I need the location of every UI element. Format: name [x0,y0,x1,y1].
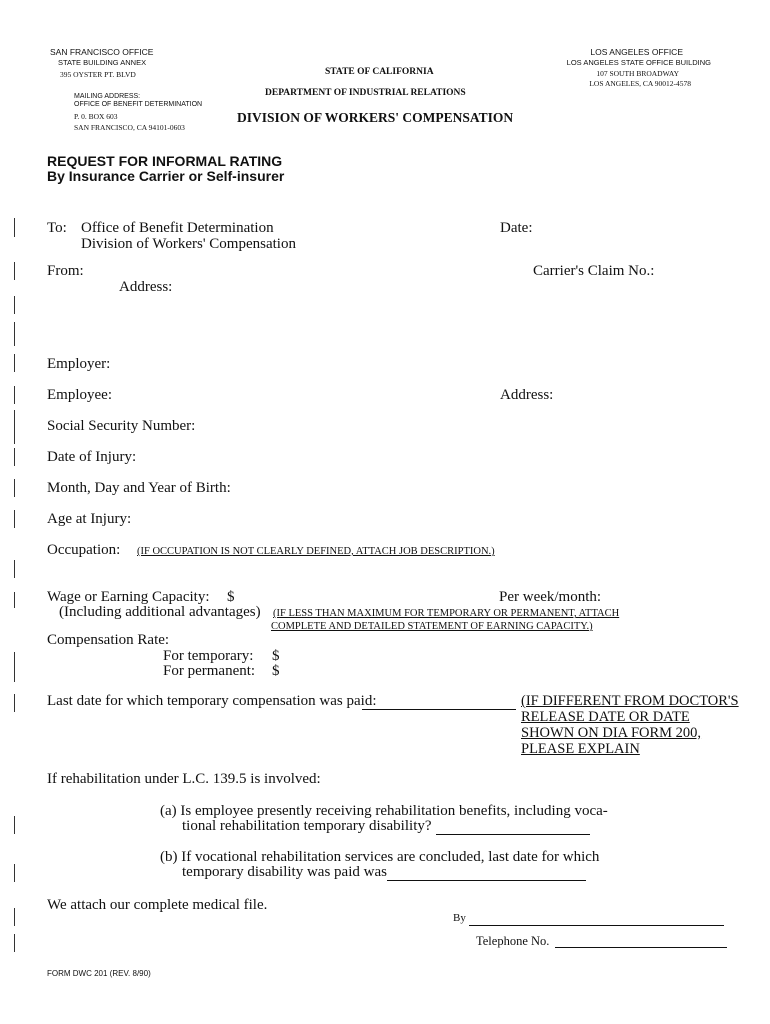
margin-bar [14,816,15,834]
form-title: REQUEST FOR INFORMAL RATING [47,153,283,169]
margin-bar [14,410,15,444]
margin-bar [14,864,15,882]
margin-bar [14,262,15,280]
permanent-dollar-sign: $ [272,663,280,679]
margin-bar [14,218,15,237]
margin-bar [14,510,15,528]
to-line-2: Division of Workers' Compensation [81,236,296,252]
margin-bar [14,934,15,952]
margin-bar [14,386,15,404]
margin-bar [14,652,15,682]
sf-mailing-office: OFFICE OF BENEFIT DETERMINATION [74,101,203,108]
compensation-rate-label: Compensation Rate: [47,632,170,648]
occupation-note: (IF OCCUPATION IS NOT CLEARLY DEFINED, ATTACH JOB DESCRIPTION.) [137,546,495,557]
rehab-a-input-line[interactable] [436,834,590,835]
birth-date-label: Month, Day and Year of Birth: [47,480,231,496]
division-name: DIVISION OF WORKERS' COMPENSATION [237,110,514,125]
from-label: From: [47,263,84,279]
rehab-question-b-line-1: (b) If vocational rehabilitation services are concluded, last date for which [160,849,600,865]
signature-input-line[interactable] [469,925,724,926]
occupation-label: Occupation: [47,542,121,558]
to-label: To: [47,220,67,236]
employee-address-label: Address: [500,387,554,403]
different-date-note-4: PLEASE EXPLAIN [521,741,640,757]
different-date-note-2: RELEASE DATE OR DATE [521,709,690,725]
last-date-label: Last date for which temporary compensation was paid: [47,693,377,709]
different-date-note-1: (IF DIFFERENT FROM DOCTOR'S [521,693,739,709]
rehab-question-b-line-2: temporary disability was paid was [182,864,387,880]
wage-label: Wage or Earning Capacity: [47,589,210,605]
sf-office-title: SAN FRANCISCO OFFICE [50,47,154,57]
form-number: FORM DWC 201 (REV. 8/90) [47,969,151,978]
sf-mailing-label: MAILING ADDRESS: [74,93,141,100]
rehabilitation-label: If rehabilitation under L.C. 139.5 is involved: [47,771,321,787]
employer-label: Employer: [47,356,111,372]
margin-bar [14,908,15,926]
rehab-b-input-line[interactable] [387,880,586,881]
sf-po-box: P. 0. BOX 603 [74,112,118,121]
to-line-1: Office of Benefit Determination [81,220,274,236]
ssn-label: Social Security Number: [47,418,196,434]
margin-bar [14,560,15,578]
margin-bar [14,448,15,466]
rehab-question-a-line-2: tional rehabilitation temporary disability? [182,818,432,834]
margin-bar [14,592,15,608]
la-city: LOS ANGELES, CA 90012-4578 [589,79,691,88]
from-address-label: Address: [119,279,173,295]
wage-dollar-sign: $ [227,589,235,605]
sf-street: 395 OYSTER PT. BLVD [60,70,136,79]
department-name: DEPARTMENT OF INDUSTRIAL RELATIONS [265,88,466,98]
temporary-dollar-sign: $ [272,648,280,664]
age-at-injury-label: Age at Injury: [47,511,132,527]
carrier-claim-label: Carrier's Claim No.: [533,263,655,279]
attach-statement: We attach our complete medical file. [47,897,268,913]
telephone-input-line[interactable] [555,947,727,948]
date-label: Date: [500,220,533,236]
form-subtitle: By Insurance Carrier or Self-insurer [47,168,285,184]
telephone-label: Telephone No. [476,934,550,948]
margin-bar [14,479,15,497]
wage-note-line-1: (IF LESS THAN MAXIMUM FOR TEMPORARY OR PERMANENT, ATTACH [273,608,620,619]
different-date-note-3: SHOWN ON DIA FORM 200, [521,725,702,741]
margin-bar [14,322,15,346]
sf-city: SAN FRANCISCO, CA 94101-0603 [74,123,185,132]
la-office-title: LOS ANGELES OFFICE [590,47,683,57]
for-permanent-label: For permanent: [163,663,256,679]
by-label: By [453,912,466,924]
margin-bar [14,354,15,372]
la-street: 107 SOUTH BROADWAY [596,69,679,78]
for-temporary-label: For temporary: [163,648,254,664]
rehab-question-a-line-1: (a) Is employee presently receiving rehabilitation benefits, including voca- [160,803,608,819]
employee-label: Employee: [47,387,112,403]
wage-note-line-2: COMPLETE AND DETAILED STATEMENT OF EARNING CAPACITY.) [271,621,593,632]
per-week-month-label: Per week/month: [499,589,602,605]
date-of-injury-label: Date of Injury: [47,449,137,465]
sf-building: STATE BUILDING ANNEX [58,58,147,67]
state-name: STATE OF CALIFORNIA [325,67,434,77]
margin-bar [14,296,15,314]
la-building: LOS ANGELES STATE OFFICE BUILDING [566,58,711,67]
additional-advantages-label: (Including additional advantages) [59,604,261,620]
last-date-input-line[interactable] [362,709,516,710]
margin-bar [14,694,15,712]
